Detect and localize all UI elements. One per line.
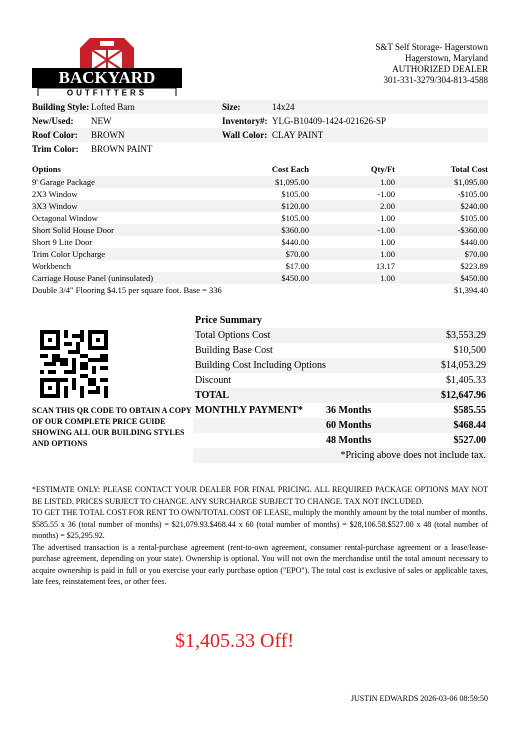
qr-code[interactable]	[40, 330, 108, 398]
total-value: $12,647.96	[441, 390, 486, 401]
option-cost: $360.00	[281, 225, 309, 235]
new-used-value: NEW	[91, 116, 112, 126]
monthly-row	[193, 433, 488, 448]
total-options-label: Total Options Cost	[195, 330, 271, 341]
option-qty: 1.00	[380, 273, 395, 283]
summary-title	[193, 313, 488, 328]
barn-logo-icon	[32, 32, 182, 96]
col-qty: Qty/Ft	[370, 164, 395, 174]
option-total: $70.00	[464, 249, 488, 259]
roof-color: BROWN	[91, 130, 125, 140]
option-total: $240.00	[460, 201, 488, 211]
estimate-note: *ESTIMATE ONLY: PLEASE CONTACT YOUR DEALER FOR FINAL PRICING. ALL REQUIRED PACKAGE OPTIONS MAY NOT BE LISTED. PRICES SUBJECT TO CHANGE. ANY SURCHARGE SUBJECT TO CHANGE. TAX NOT INCLUDED.	[32, 485, 488, 506]
inventory-label: Inventory#:	[222, 116, 268, 126]
option-qty: 1.00	[380, 177, 395, 187]
discount-label: Discount	[195, 375, 232, 386]
legal-note: The advertised transaction is a rental-purchase agreement (rent-to-own agreement, consumer rental-purchase agreement or a lease/lease-purchase agreement, depending on your state). Ownership is optional. You will not own the merchandise until the total amount necessary to acquire ownership is paid in full or you exercise your early purchase option ("EPO"). The total cost is exclusive of sales or applicable taxes, late fees, reinstatement fees, or other fees.	[32, 542, 488, 586]
option-name: Carriage House Panel (uninsulated)	[32, 273, 154, 283]
discount-value: $1,405.33	[446, 375, 486, 386]
building-info	[32, 100, 488, 156]
cost-incl-label: Building Cost Including Options	[195, 360, 326, 371]
option-cost: $105.00	[281, 189, 309, 199]
base-cost-label: Building Base Cost	[195, 345, 273, 356]
footer-signature: JUSTIN EDWARDS 2026-03-06 08:59:50	[350, 694, 488, 703]
wall-color: CLAY PAINT	[272, 130, 324, 140]
backyard-outfitters-logo	[32, 32, 182, 96]
summary-title-text: Price Summary	[195, 315, 262, 326]
dealer-phone: 301-331-3279/304-813-4588	[383, 75, 488, 85]
rto-note: TO GET THE TOTAL COST FOR RENT TO OWN/TOTAL COST OF LEASE, multiply the monthly amount by the total number of months.	[32, 508, 488, 517]
option-name: Workbench	[32, 261, 71, 271]
option-cost: $450.00	[281, 273, 309, 283]
cost-incl-value: $14,053.29	[441, 360, 486, 371]
dealer-status: AUTHORIZED DEALER	[392, 64, 488, 74]
options-table	[32, 162, 488, 296]
dealer-city: Hagerstown, Maryland	[405, 53, 488, 63]
col-options: Options	[32, 164, 61, 174]
option-qty: 1.00	[380, 237, 395, 247]
option-name: Octagonal Window	[32, 213, 98, 223]
summary-row	[193, 388, 488, 403]
flooring-text: Double 3/4" Flooring $4.15 per square foot. Base = 336	[32, 285, 222, 295]
option-cost: $1,095.00	[275, 177, 309, 187]
table-row	[32, 188, 488, 200]
option-name: 9' Garage Package	[32, 177, 95, 187]
option-total: -$105.00	[457, 189, 488, 199]
total-options-value: $3,553.29	[446, 330, 486, 341]
option-name: Short 9 Lite Door	[32, 237, 93, 247]
table-row	[32, 200, 488, 212]
option-cost: $120.00	[281, 201, 309, 211]
building-style: Lofted Barn	[91, 102, 135, 112]
option-qty: -1.00	[377, 225, 395, 235]
summary-row	[193, 373, 488, 388]
option-qty: -1.00	[377, 189, 395, 199]
table-row	[32, 236, 488, 248]
option-qty: 2.00	[380, 201, 395, 211]
option-cost: $105.00	[281, 213, 309, 223]
option-cost: $70.00	[285, 249, 309, 259]
trim-color-label: Trim Color:	[32, 144, 79, 154]
term-amount: $585.55	[453, 405, 486, 416]
qr-caption: SCAN THIS QR CODE TO OBTAIN A COPY OF OUR COMPLETE PRICE GUIDE SHOWING ALL OUR BUILDING STYLES AND OPTIONS	[32, 406, 192, 448]
option-total: $1,095.00	[454, 177, 488, 187]
dealer-info	[375, 42, 488, 86]
summary-row	[193, 358, 488, 373]
option-total: $105.00	[460, 213, 488, 223]
flooring-total: $1,394.40	[454, 285, 488, 295]
term-months: 48 Months	[326, 435, 372, 446]
option-total: -$360.00	[457, 225, 488, 235]
price-summary	[193, 313, 488, 463]
term-months: 36 Months	[326, 405, 372, 416]
dealer-name: S&T Self Storage- Hagerstown	[375, 42, 488, 52]
option-qty: 1.00	[380, 249, 395, 259]
term-amount: $527.00	[453, 435, 486, 446]
table-row	[32, 272, 488, 284]
wall-color-label: Wall Color:	[222, 130, 268, 140]
table-row	[32, 224, 488, 236]
option-qty: 1.00	[380, 213, 395, 223]
base-cost-value: $10,500	[453, 345, 486, 356]
monthly-payment-label: MONTHLY PAYMENT*	[195, 405, 303, 416]
col-total-cost: Total Cost	[450, 164, 488, 174]
option-name: 3X3 Window	[32, 201, 78, 211]
summary-row	[193, 343, 488, 358]
option-cost: $17.00	[285, 261, 309, 271]
table-row	[32, 176, 488, 188]
tax-note-row	[193, 448, 488, 463]
term-months: 60 Months	[326, 420, 372, 431]
monthly-row	[193, 418, 488, 433]
table-row	[32, 260, 488, 272]
qr-code-icon	[40, 330, 108, 398]
size-label: Size:	[222, 102, 241, 112]
table-row	[32, 248, 488, 260]
option-total: $450.00	[460, 273, 488, 283]
monthly-row	[193, 403, 488, 418]
style-label: Building Style:	[32, 102, 90, 112]
option-total: $223.89	[460, 261, 488, 271]
col-cost-each: Cost Each	[271, 164, 309, 174]
building-size: 14x24	[272, 102, 295, 112]
tax-note: *Pricing above does not include tax.	[340, 450, 486, 461]
calc-note: $585.55 x 36 (total number of months) = $21,079.93.$468.44 x 60 (total number of months) = $28,106.58.$527.00 x 48 (total number of months) = $25,295.92.	[32, 519, 488, 540]
total-label: TOTAL	[195, 390, 230, 401]
option-qty: 13.17	[375, 261, 395, 271]
discount-banner: $1,405.33 Off!	[175, 630, 295, 652]
term-amount: $468.44	[453, 420, 486, 431]
new-used-label: New/Used:	[32, 116, 74, 126]
option-name: Short Solid House Door	[32, 225, 114, 235]
summary-row	[193, 328, 488, 343]
roof-color-label: Roof Color:	[32, 130, 78, 140]
logo-subtext: OUTFITTERS	[66, 88, 148, 96]
flooring-row	[32, 284, 488, 296]
table-row	[32, 212, 488, 224]
logo-text: BACKYARD	[58, 68, 156, 87]
option-name: 2X3 Window	[32, 189, 78, 199]
option-cost: $440.00	[281, 237, 309, 247]
option-name: Trim Color Upcharge	[32, 249, 106, 259]
inventory-number: YLG-B10409-1424-021626-SP	[272, 116, 386, 126]
legal-notes	[32, 484, 488, 588]
trim-color: BROWN PAINT	[91, 144, 153, 154]
option-total: $440.00	[460, 237, 488, 247]
options-header	[32, 162, 488, 176]
